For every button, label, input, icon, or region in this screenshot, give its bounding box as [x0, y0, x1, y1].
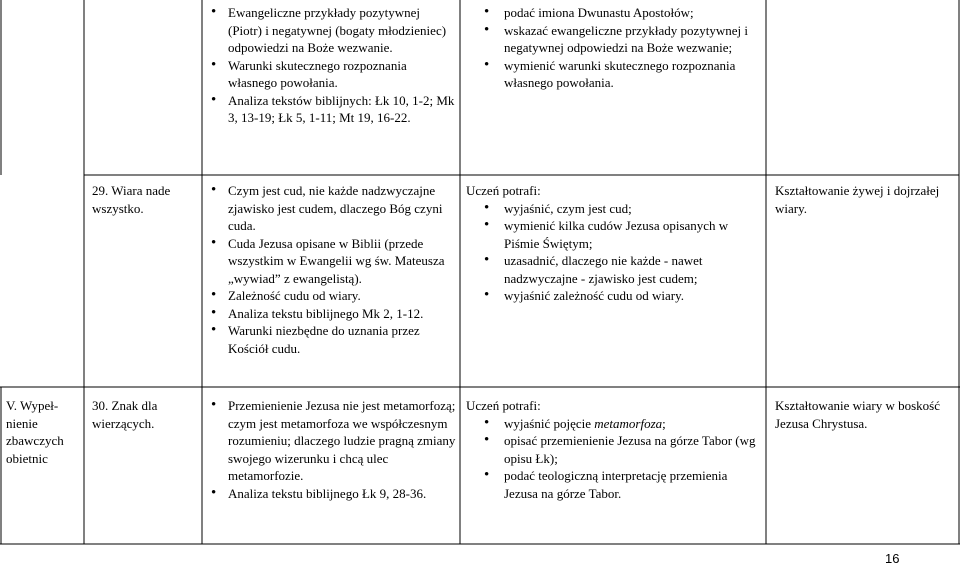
- outcome-prefix: wyjaśnić pojęcie: [504, 415, 595, 431]
- row-30-outcomes: [466, 397, 766, 502]
- list-item: • podać teologiczną interpretację przemienia Jezusa na górze Tabor.: [460, 467, 762, 502]
- outcomes-header: Uczeń potrafi:: [466, 398, 541, 413]
- row-30-attitudes: Kształtowanie wiary w boskość Jezusa Chrystusa.: [775, 398, 940, 431]
- row-29-outcomes: [466, 182, 766, 305]
- list-item: • Analiza tekstów biblijnych: Łk 10, 1-2; Mk 3, 13-19; Łk 5, 1-11; Mt 19, 16-22.: [202, 92, 456, 127]
- row-29-topics: [202, 182, 460, 357]
- list-item: [460, 415, 762, 433]
- list-item: • wyjaśnić zależność cudu od wiary.: [460, 287, 762, 305]
- list-item: • Czym jest cud, nie każde nadzwyczajne zjawisko jest cudem, dlaczego Bóg czyni cuda.: [202, 182, 456, 235]
- row-30-lesson: 30. Znak dla wierzących.: [92, 398, 158, 431]
- page-number: 16: [885, 551, 900, 566]
- list-item: • wskazać ewangeliczne przykłady pozytywnej i negatywnej odpowiedzi na Boże wezwanie;: [460, 22, 762, 57]
- list-item: • uzasadnić, dlaczego nie każde - nawet nadzwyczajne - zjawisko jest cudem;: [460, 252, 762, 287]
- row-29-lesson: 29. Wiara nade wszystko.: [92, 183, 171, 216]
- list-item: • Analiza tekstu biblijnego Mk 2, 1-12.: [202, 305, 456, 323]
- row-top-outcomes: [460, 4, 766, 92]
- list-item: • Warunki skutecznego rozpoznania własnego powołania.: [202, 57, 456, 92]
- list-item: • Cuda Jezusa opisane w Biblii (przede wszystkim w Ewangelii wg św. Mateusza „wywiad” z ewangelistą).: [202, 235, 456, 288]
- list-item: • podać imiona Dwunastu Apostołów;: [460, 4, 762, 22]
- list-item: • opisać przemienienie Jezusa na górze Tabor (wg opisu Łk);: [460, 432, 762, 467]
- list-item: • wymienić warunki skutecznego rozpoznania własnego powołania.: [460, 57, 762, 92]
- list-item: • wymienić kilka cudów Jezusa opisanych w Piśmie Świętym;: [460, 217, 762, 252]
- list-item: • Zależność cudu od wiary.: [202, 287, 456, 305]
- list-item: • wyjaśnić, czym jest cud;: [460, 200, 762, 218]
- outcomes-header: Uczeń potrafi:: [466, 183, 541, 198]
- list-item: • Analiza tekstu biblijnego Łk 9, 28-36.: [202, 485, 456, 503]
- row-29-attitudes: Kształtowanie żywej i dojrzałej wiary.: [775, 183, 940, 216]
- row-30-topics: [202, 397, 460, 502]
- outcome-suffix: ;: [662, 415, 666, 431]
- row-top-topics: [202, 4, 460, 127]
- row-30-section: V. Wypeł- nienie zbawczych obietnic: [6, 398, 64, 466]
- list-item: • Przemienienie Jezusa nie jest metamorfozą; czym jest metamorfoza we współczesnym rozumieniu; dlaczego ludzie pragną zmiany swojego wizerunku i chcą ulec metamorfozie.: [202, 397, 456, 485]
- list-item: • Ewangeliczne przykłady pozytywnej (Piotr) i negatywnej (bogaty młodzieniec) odpowiedzi na Boże wezwanie.: [202, 4, 456, 57]
- list-item: • Warunki niezbędne do uznania przez Kościół cudu.: [202, 322, 456, 357]
- outcome-term: metamorfoza: [594, 415, 663, 431]
